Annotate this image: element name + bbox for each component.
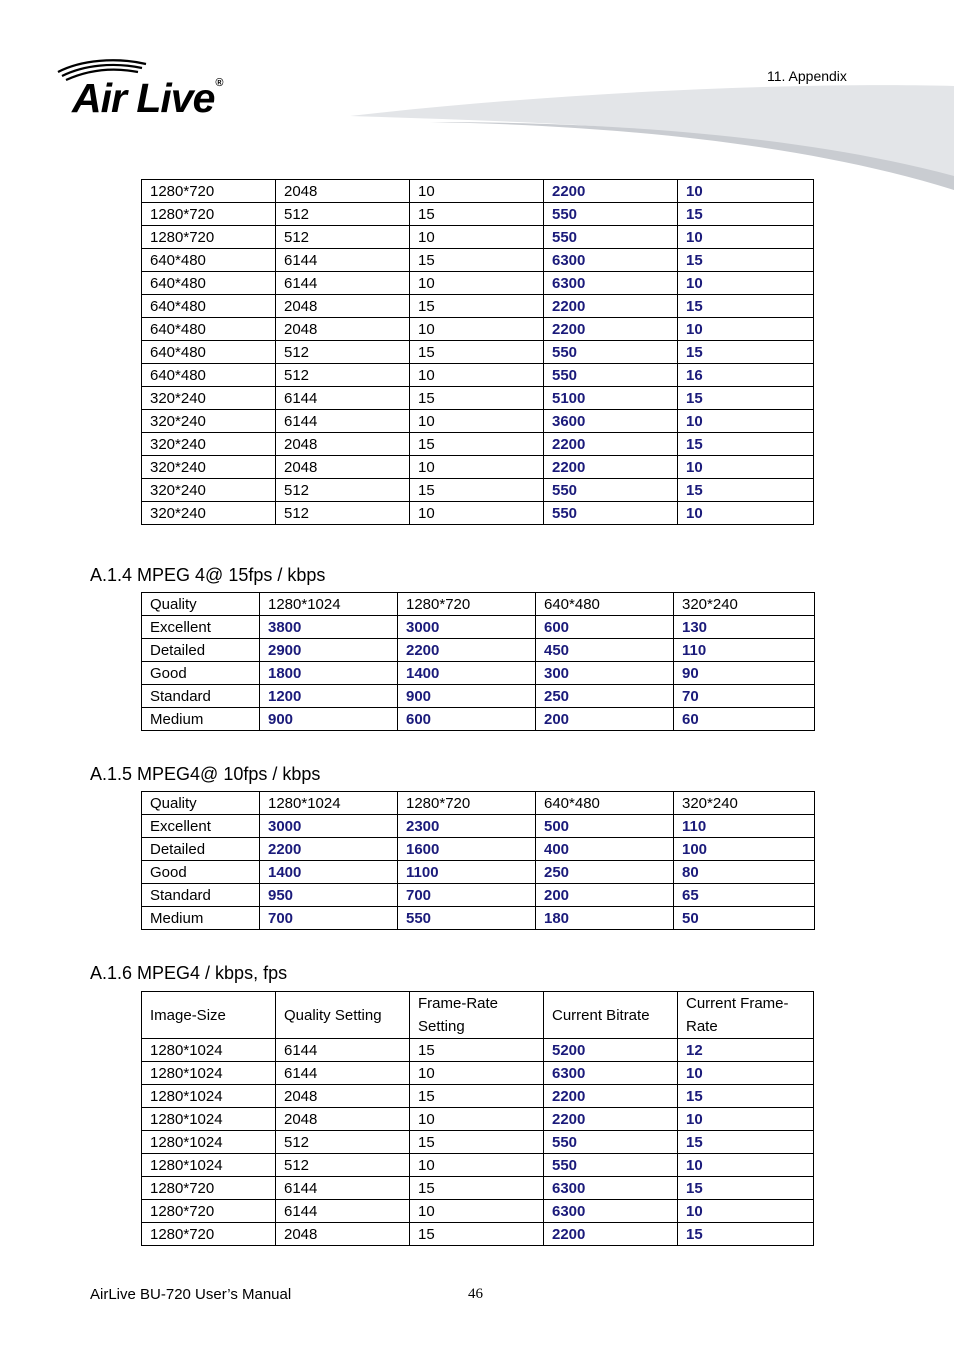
section-title-a15: A.1.5 MPEG4@ 10fps / kbps [90, 764, 321, 784]
table-cell: 2048 [276, 180, 410, 203]
table-cell: 2200 [544, 318, 678, 341]
table-cell: 10 [410, 364, 544, 387]
header-cell: Quality [142, 792, 260, 815]
table-cell: 700 [398, 884, 536, 907]
table-cell: 15 [410, 1131, 544, 1154]
table-cell: 640*480 [142, 318, 276, 341]
table-cell: Detailed [142, 838, 260, 861]
table-row [142, 433, 814, 456]
table-cell: 640*480 [142, 272, 276, 295]
table-row [142, 1108, 814, 1131]
table-cell: 10 [410, 318, 544, 341]
table-cell: 640*480 [142, 295, 276, 318]
table-cell: 6144 [276, 249, 410, 272]
header-cell: 1280*1024 [260, 593, 398, 616]
table-cell: 900 [398, 685, 536, 708]
table-cell: 10 [678, 226, 814, 249]
table-cell: 6144 [276, 1177, 410, 1200]
table-cell: 550 [544, 341, 678, 364]
table-cell: 550 [398, 907, 536, 930]
table-cell: 2200 [544, 295, 678, 318]
page-number: 46 [468, 1286, 483, 1302]
table-cell: 900 [260, 708, 398, 731]
footer-manual-title: AirLive BU-720 User’s Manual [90, 1286, 292, 1303]
table-cell: 15 [410, 1223, 544, 1246]
table-cell: 2200 [260, 838, 398, 861]
table-cell: 1280*1024 [142, 1131, 276, 1154]
table-cell: 5200 [544, 1039, 678, 1062]
table-row [142, 479, 814, 502]
table-cell: 6144 [276, 1062, 410, 1085]
table-cell: Good [142, 662, 260, 685]
table-cell: 15 [678, 1085, 814, 1108]
table-cell: 10 [410, 410, 544, 433]
table-cell: 512 [276, 502, 410, 525]
table-cell: 2048 [276, 295, 410, 318]
header-cell: 1280*720 [398, 792, 536, 815]
table-cell: 2048 [276, 318, 410, 341]
header-cell: Current Frame-Rate [678, 992, 814, 1039]
table-cell: 1280*720 [142, 1177, 276, 1200]
table-cell: 2048 [276, 1085, 410, 1108]
header-cell: Current Bitrate [544, 992, 678, 1039]
table-cell: Standard [142, 685, 260, 708]
table-cell: 550 [544, 479, 678, 502]
table-cell: 2200 [398, 639, 536, 662]
mpeg4-kbps-fps-table [141, 991, 814, 1246]
table-cell: 2200 [544, 1108, 678, 1131]
table-cell: 600 [536, 616, 674, 639]
table-cell: 6144 [276, 387, 410, 410]
table-row [142, 1200, 814, 1223]
table-cell: 110 [674, 639, 815, 662]
table-cell: 180 [536, 907, 674, 930]
table-cell: 15 [678, 203, 814, 226]
table-cell: 130 [674, 616, 815, 639]
table-row [142, 249, 814, 272]
table-cell: 1280*720 [142, 1223, 276, 1246]
header-cell: 1280*1024 [260, 792, 398, 815]
table-cell: 1280*720 [142, 180, 276, 203]
table-cell: 100 [674, 838, 815, 861]
table-row [142, 410, 814, 433]
table-cell: 3600 [544, 410, 678, 433]
section-header: 11. Appendix [767, 68, 847, 84]
table-cell: 16 [678, 364, 814, 387]
table-cell: 90 [674, 662, 815, 685]
table-cell: 512 [276, 479, 410, 502]
table-cell: 550 [544, 226, 678, 249]
section-title-a16: A.1.6 MPEG4 / kbps, fps [90, 963, 288, 983]
table-cell: 512 [276, 341, 410, 364]
table-cell: 3800 [260, 616, 398, 639]
table-cell: 640*480 [142, 341, 276, 364]
table-cell: 15 [410, 1039, 544, 1062]
table-cell: 512 [276, 1154, 410, 1177]
table-cell: 320*240 [142, 433, 276, 456]
table-cell: 15 [678, 433, 814, 456]
table-cell: 2048 [276, 433, 410, 456]
table-row [142, 226, 814, 249]
header-cell: Quality Setting [276, 992, 410, 1039]
table-cell: 6144 [276, 1200, 410, 1223]
table-cell: 10 [678, 318, 814, 341]
table-row [142, 180, 814, 203]
table-cell: Good [142, 861, 260, 884]
table-cell: 320*240 [142, 387, 276, 410]
table-row [142, 387, 814, 410]
table-cell: 10 [410, 272, 544, 295]
table-cell: 10 [678, 502, 814, 525]
table-cell: 550 [544, 364, 678, 387]
header-cell: 320*240 [674, 593, 815, 616]
table-cell: 6300 [544, 249, 678, 272]
table-cell: 550 [544, 502, 678, 525]
table-cell: 1280*1024 [142, 1039, 276, 1062]
table-cell: 6300 [544, 272, 678, 295]
table-row [142, 708, 815, 731]
table-cell: 10 [678, 1062, 814, 1085]
table-cell: 10 [410, 456, 544, 479]
header-cell: 640*480 [536, 792, 674, 815]
table-cell: 600 [398, 708, 536, 731]
table-cell: 1400 [398, 662, 536, 685]
header-cell: Quality [142, 593, 260, 616]
table-cell: 550 [544, 203, 678, 226]
table-row [142, 907, 815, 930]
table-cell: 10 [678, 272, 814, 295]
table-cell: 2048 [276, 456, 410, 479]
table-cell: 3000 [398, 616, 536, 639]
table-cell: 6300 [544, 1177, 678, 1200]
table-cell: 6300 [544, 1200, 678, 1223]
table-cell: 2900 [260, 639, 398, 662]
table-cell: 1280*1024 [142, 1062, 276, 1085]
table-cell: 10 [410, 226, 544, 249]
table-cell: 15 [410, 479, 544, 502]
table-row [142, 639, 815, 662]
table-row [142, 295, 814, 318]
table-cell: 10 [410, 1154, 544, 1177]
table-cell: 15 [678, 1223, 814, 1246]
table-cell: 2048 [276, 1223, 410, 1246]
table-cell: 10 [678, 180, 814, 203]
table-cell: 512 [276, 364, 410, 387]
table-cell: 512 [276, 1131, 410, 1154]
table-cell: 512 [276, 226, 410, 249]
table-cell: 10 [410, 180, 544, 203]
table-cell: 6300 [544, 1062, 678, 1085]
table-cell: 50 [674, 907, 815, 930]
header-cell: 1280*720 [398, 593, 536, 616]
table-cell: 1800 [260, 662, 398, 685]
table-row [142, 1177, 814, 1200]
table-cell: 550 [544, 1131, 678, 1154]
table-cell: 2200 [544, 433, 678, 456]
table-cell: 2200 [544, 1085, 678, 1108]
table-cell: 6144 [276, 410, 410, 433]
table-cell: 5100 [544, 387, 678, 410]
table-cell: 3000 [260, 815, 398, 838]
table-cell: 950 [260, 884, 398, 907]
table-row [142, 1039, 814, 1062]
table-cell: 15 [410, 1085, 544, 1108]
table-cell: 1200 [260, 685, 398, 708]
table-row [142, 815, 815, 838]
table-cell: Medium [142, 708, 260, 731]
table-cell: 15 [410, 295, 544, 318]
table-cell: 10 [678, 1108, 814, 1131]
table-cell: 15 [678, 479, 814, 502]
table-cell: 70 [674, 685, 815, 708]
table-row [142, 272, 814, 295]
table-cell: 2200 [544, 456, 678, 479]
table-cell: 10 [410, 1108, 544, 1131]
table-cell: 1600 [398, 838, 536, 861]
table-cell: 1280*720 [142, 203, 276, 226]
table-row [142, 884, 815, 907]
header-row [142, 992, 814, 1039]
table-row [142, 502, 814, 525]
table-cell: Excellent [142, 616, 260, 639]
table-cell: 200 [536, 708, 674, 731]
header-cell: Image-Size [142, 992, 276, 1039]
table-row [142, 838, 815, 861]
table-row [142, 1062, 814, 1085]
table-cell: 512 [276, 203, 410, 226]
table-row [142, 203, 814, 226]
table-cell: 1280*1024 [142, 1154, 276, 1177]
table-cell: 1400 [260, 861, 398, 884]
table-cell: 15 [410, 433, 544, 456]
table-cell: 15 [410, 1177, 544, 1200]
airlive-logo: Air Live® [72, 75, 223, 121]
table-row [142, 685, 815, 708]
table-cell: 10 [678, 1200, 814, 1223]
table-cell: 10 [678, 456, 814, 479]
table-cell: 10 [410, 502, 544, 525]
table-row [142, 318, 814, 341]
table-cell: 15 [678, 341, 814, 364]
table-row [142, 1154, 814, 1177]
table-cell: Medium [142, 907, 260, 930]
table-cell: 1100 [398, 861, 536, 884]
table-row [142, 364, 814, 387]
table-cell: 15 [678, 387, 814, 410]
table-cell: 15 [410, 341, 544, 364]
table-row [142, 1085, 814, 1108]
table-cell: 300 [536, 662, 674, 685]
table-cell: 700 [260, 907, 398, 930]
table-cell: 10 [678, 1154, 814, 1177]
table-cell: Standard [142, 884, 260, 907]
table-cell: 2300 [398, 815, 536, 838]
table-cell: 12 [678, 1039, 814, 1062]
header-cell: Frame-Rate Setting [410, 992, 544, 1039]
table-cell: 1280*720 [142, 1200, 276, 1223]
table-cell: 2048 [276, 1108, 410, 1131]
continued-bitrate-table [141, 179, 814, 525]
header-row [142, 792, 815, 815]
table-cell: 10 [410, 1062, 544, 1085]
table-cell: 1280*1024 [142, 1085, 276, 1108]
table-cell: 320*240 [142, 456, 276, 479]
table-row [142, 616, 815, 639]
table-cell: 320*240 [142, 410, 276, 433]
table-cell: 15 [410, 387, 544, 410]
table-cell: 2200 [544, 180, 678, 203]
table-cell: 640*480 [142, 364, 276, 387]
table-cell: 200 [536, 884, 674, 907]
table-cell: 15 [678, 249, 814, 272]
table-row [142, 861, 815, 884]
table-cell: 2200 [544, 1223, 678, 1246]
table-row [142, 1223, 814, 1246]
mpeg4-10fps-table [141, 791, 815, 930]
table-cell: 1280*720 [142, 226, 276, 249]
table-cell: 6144 [276, 272, 410, 295]
table-row [142, 456, 814, 479]
table-cell: 10 [410, 1200, 544, 1223]
table-cell: 80 [674, 861, 815, 884]
table-cell: 640*480 [142, 249, 276, 272]
table-cell: 15 [410, 249, 544, 272]
table-cell: 110 [674, 815, 815, 838]
table-cell: 320*240 [142, 502, 276, 525]
table-cell: 550 [544, 1154, 678, 1177]
table-cell: 250 [536, 685, 674, 708]
mpeg4-15fps-table [141, 592, 815, 731]
table-cell: 500 [536, 815, 674, 838]
table-cell: 450 [536, 639, 674, 662]
header-cell: 320*240 [674, 792, 815, 815]
header-row [142, 593, 815, 616]
table-cell: 60 [674, 708, 815, 731]
table-cell: 400 [536, 838, 674, 861]
table-cell: 10 [678, 410, 814, 433]
table-cell: 1280*1024 [142, 1108, 276, 1131]
section-title-a14: A.1.4 MPEG 4@ 15fps / kbps [90, 565, 326, 585]
table-cell: Detailed [142, 639, 260, 662]
table-cell: 15 [678, 1177, 814, 1200]
table-cell: 15 [410, 203, 544, 226]
header-cell: 640*480 [536, 593, 674, 616]
table-cell: Excellent [142, 815, 260, 838]
table-cell: 15 [678, 295, 814, 318]
table-row [142, 662, 815, 685]
table-cell: 6144 [276, 1039, 410, 1062]
table-row [142, 1131, 814, 1154]
table-cell: 320*240 [142, 479, 276, 502]
table-cell: 65 [674, 884, 815, 907]
table-row [142, 341, 814, 364]
table-cell: 250 [536, 861, 674, 884]
table-cell: 15 [678, 1131, 814, 1154]
